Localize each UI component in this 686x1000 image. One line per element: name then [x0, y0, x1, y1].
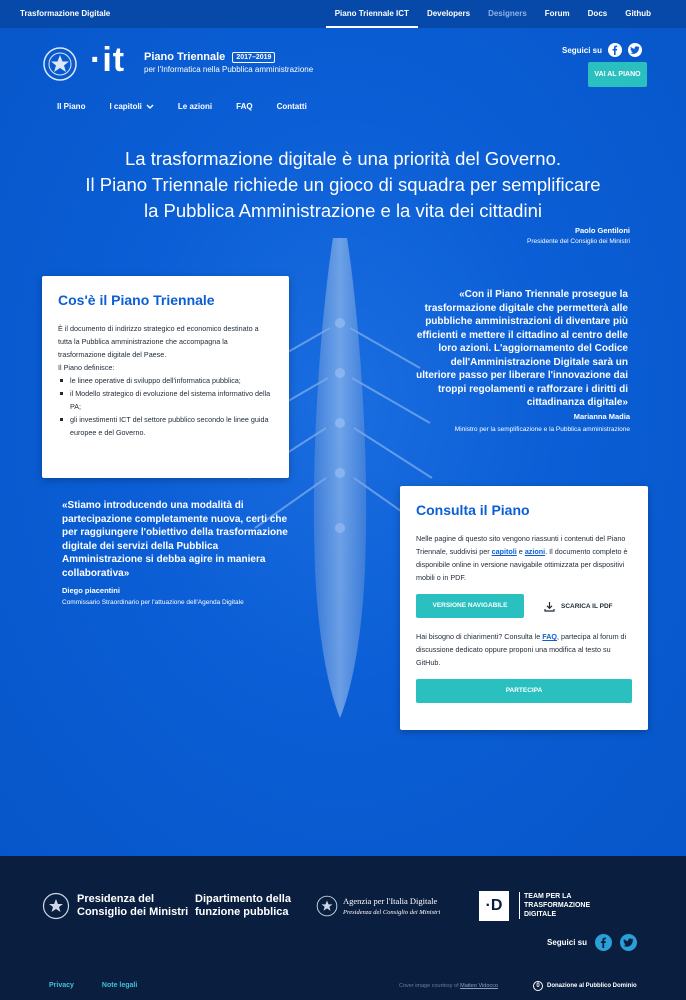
nav-contatti[interactable]: Contatti: [276, 102, 307, 111]
headline-line-3: la Pubblica Amministrazione e la vita dei cittadini: [144, 200, 542, 221]
presidency-line-2: Consiglio dei Ministri: [77, 906, 189, 918]
cover-credit: [399, 983, 498, 989]
consult-card: [400, 486, 648, 730]
what-is-intro: È il documento di indirizzo strategico ed economico destinato a tutta la Pubblica amministrazione che accompagna la trasformazione digitale del Paese.: [58, 324, 259, 359]
link-faq[interactable]: FAQ: [542, 632, 558, 641]
facebook-icon[interactable]: [595, 934, 612, 951]
follow-label: Seguici su: [562, 45, 603, 55]
top-nav-designers[interactable]: Designers: [488, 9, 527, 18]
download-pdf-label: SCARICA IL PDF: [561, 602, 613, 610]
headline-line-2: Il Piano Triennale richiede un gioco di squadra per semplificare: [85, 174, 601, 195]
footer-department[interactable]: [195, 893, 291, 919]
what-is-card: [42, 276, 289, 478]
footer-agid[interactable]: [343, 895, 440, 919]
public-domain-icon: 0: [533, 981, 543, 991]
legal-notes-link[interactable]: Note legali: [101, 982, 138, 989]
brand-link[interactable]: Trasformazione Digitale: [20, 9, 111, 18]
hero-headline: [60, 146, 626, 224]
link-azioni[interactable]: azioni: [524, 547, 546, 556]
public-domain-label: Donazione al Pubblico Dominio: [547, 983, 637, 989]
consult-text-b: e: [516, 547, 525, 556]
team-line-1: TEAM PER LA: [524, 893, 572, 900]
facebook-icon[interactable]: [608, 43, 622, 57]
download-icon: [544, 601, 555, 612]
consult-title: Consulta il Piano: [416, 502, 530, 518]
department-line-2: funzione pubblica: [195, 906, 289, 918]
consult-text-a: Nelle pagine di questo sito vengono riassunti i contenuti del Piano Triennale, suddivisi per: [416, 534, 626, 556]
logo-it[interactable]: ·it: [90, 41, 126, 79]
top-nav: [326, 0, 660, 28]
department-line-1: Dipartimento della: [195, 893, 291, 905]
main-nav: [57, 102, 331, 111]
quote-madia-role: Ministro per la semplificazione e la Pubblica amministrazione: [454, 426, 630, 433]
list-item: le linee operative di sviluppo dell'informatica pubblica;: [58, 374, 273, 387]
twitter-icon[interactable]: [620, 934, 637, 951]
site-title[interactable]: [144, 51, 275, 63]
site-title-text: Piano Triennale: [144, 51, 226, 63]
site-subtitle: per l'Informatica nella Pubblica amministrazione: [144, 65, 314, 74]
team-digitale-name: [519, 892, 590, 919]
headline-line-1: La trasformazione digitale è una priorità del Governo.: [124, 148, 562, 169]
footer-presidency[interactable]: [77, 893, 188, 919]
top-nav-forum[interactable]: Forum: [544, 9, 570, 18]
hero-quote-author-role: Presidente del Consiglio dei Ministri: [527, 238, 630, 245]
privacy-link[interactable]: Privacy: [49, 982, 74, 989]
cover-credit-text: Cover image courtesy of: [399, 983, 461, 989]
top-bar: [0, 0, 686, 28]
go-to-plan-button[interactable]: VAI AL PIANO: [588, 62, 647, 87]
quote-piacentini: «Stiamo introducendo una modalità di partecipazione completamente nuova, certi che per raggiungere l'obiettivo della trasformazione digitale dei servizi della Pubblica Amministrazione si debba agire in maniera collaborativa»: [62, 500, 288, 579]
list-item: il Modello strategico di evoluzione del sistema informativo della PA;: [58, 387, 273, 413]
footer: [0, 856, 686, 1000]
team-digitale-logo[interactable]: ·D: [479, 891, 509, 921]
top-nav-developers[interactable]: Developers: [426, 9, 471, 18]
public-domain-badge[interactable]: [533, 981, 637, 991]
nav-faq[interactable]: FAQ: [236, 102, 253, 111]
nav-il-piano[interactable]: Il Piano: [57, 102, 86, 111]
help-text-b: , partecipa al forum di discussione dedicato oppure proponi una modifica al testo su GitHub.: [416, 632, 627, 667]
navigable-version-button[interactable]: VERSIONE NAVIGABILE: [416, 594, 524, 618]
nav-i-capitoli[interactable]: [109, 102, 153, 111]
help-text-a: Hai bisogno di chiarimenti? Consulta le: [416, 632, 543, 641]
download-pdf-button[interactable]: [544, 601, 613, 612]
agid-name: Agenzia per l'Italia Digitale: [343, 896, 438, 906]
cover-credit-link[interactable]: Matteo Vidocco: [460, 983, 498, 989]
what-is-list: [58, 374, 273, 439]
consult-help: [416, 630, 632, 669]
consult-text-c: . Il documento completo è disponibile online in versione navigabile ottimizzata per dispositivi mobili o in PDF.: [416, 547, 628, 582]
what-is-defines: Il Piano definisce:: [58, 363, 115, 372]
follow-us: [562, 43, 642, 57]
footer-follow-label: Seguici su: [547, 938, 588, 947]
participate-button[interactable]: PARTECIPA: [416, 679, 632, 703]
link-capitoli[interactable]: capitoli: [491, 547, 517, 556]
republic-emblem-icon: [42, 46, 78, 82]
agid-sub: Presidenza del Consiglio dei Ministri: [343, 909, 441, 916]
footer-links: [49, 982, 165, 989]
team-line-3: DIGITALE: [524, 911, 557, 918]
consult-description: [416, 532, 632, 584]
what-is-title: Cos'è il Piano Triennale: [58, 292, 215, 308]
twitter-icon[interactable]: [628, 43, 642, 57]
top-nav-piano-triennale[interactable]: Piano Triennale ICT: [326, 0, 418, 28]
quote-madia: «Con il Piano Triennale prosegue la trasformazione digitale che permetterà alle pubbliche amministrazioni di diventare più efficienti e mettere il cittadino al centro delle loro azioni. L'aggiornamento del Codice dell'Amministrazione Digitale sarà un ulteriore passo per liberare l'innovazione dai troppi regolamenti e rafforzare i diritti di cittadinanza digitale»: [416, 289, 628, 408]
presidency-line-1: Presidenza del: [77, 893, 155, 905]
agid-emblem-icon: [316, 895, 338, 917]
team-line-2: TRASFORMAZIONE: [524, 902, 591, 909]
quote-madia-author: Marianna Madia: [573, 412, 630, 421]
presidency-emblem-icon: [42, 892, 70, 920]
footer-follow-us: [547, 934, 637, 951]
top-nav-docs[interactable]: Docs: [587, 9, 608, 18]
nav-i-capitoli-label: I capitoli: [109, 102, 142, 111]
quote-piacentini-author: Diego piacentini: [62, 586, 120, 595]
top-nav-github[interactable]: Github: [625, 9, 651, 18]
quote-piacentini-role: Commissario Straordinario per l'attuazione dell'Agenda Digitale: [62, 599, 244, 606]
years-badge: 2017–2019: [232, 52, 275, 63]
nav-le-azioni[interactable]: Le azioni: [177, 102, 213, 111]
hero-quote-author: Paolo Gentiloni: [574, 226, 630, 235]
chevron-down-icon: [146, 104, 154, 110]
list-item: gli investimenti ICT del settore pubblico secondo le linee guida europee e del Governo.: [58, 413, 273, 439]
consult-buttons: [416, 594, 632, 618]
